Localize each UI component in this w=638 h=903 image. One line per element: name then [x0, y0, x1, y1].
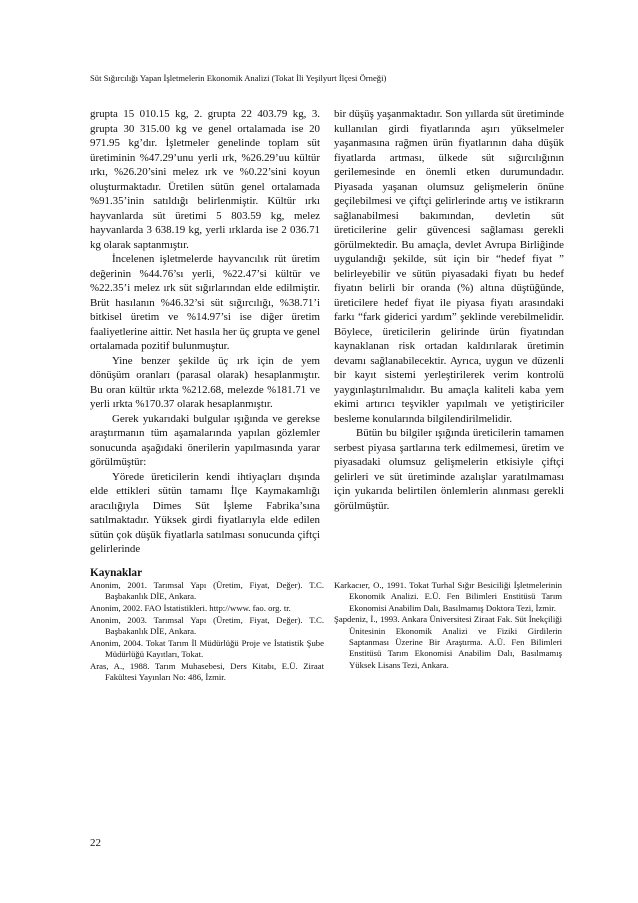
paragraph: bir düşüş yaşanmaktadır. Son yıllarda süt üretiminde kullanılan girdi fiyatlarında aşırı yükselmeler yaşanmasına rağmen ürün fiyatlarının daha düşük fiyatlarda artması, ülkede süt sığırcılığının gerilemesinde en önemli etken durumundadır. Piyasada yaşanan olumsuz gelişmelerin önüne geçilebilmesi ve çiftçi gelirlerinde artış ve istikrarın sağlanabilmesi bakımından, devletin süt üreticilerine gelir güvencesi sağlaması gerekli görülmektedir. Bu amaçla, devlet Avrupa Birliğinde uygulandığı şekilde, süt için bir “hedef fiyat ” belirleyebilir ve sütün piyasadaki fiyatı bu hedef fiyatın belirli bir oranda (%) altına düştüğünde, üreticilere hedef fiyat ile piyasa fiyatı arasındaki farkı “fark giderici yardım” şeklinde verebilmelidir. Böylece, üreticilerin gelirinde ürün fiyatından kaynaklanan risk ortadan kaldırılarak üretimin devamı sağlanabilecektir. Ayrıca, uygun ve düzenli bir kayıt sistemi yerleştirilerek verim kontrolü yaygınlaştırılmalıdır. Bu amaçla kaliteli kaba yem ekimi artırıcı teşvikler yapılmalı ve yetiştiriciler besleme konularında bilgilendirilmelidir.	[334, 108, 564, 425]
reference-entry: Şapdeniz, İ., 1993. Ankara Üniversitesi Ziraat Fak. Süt İnekçiliği Ünitesinin Ekonomik Analizi ve Fiziki Girdilerin Saptanması Üzerine Bir Araştırma. A.Ü. Fen Bilimleri Enstitüsü Tarım Ekonomisi Anabilim Dalı, Basılmamış Yüksek Lisans Tezi, Ankara.	[334, 614, 562, 670]
reference-entry: Anonim, 2001. Tarımsal Yapı (Üretim, Fiyat, Değer). T.C. Başbakanlık DİE, Ankara.	[90, 580, 324, 602]
reference-entry: Anonim, 2003. Tarımsal Yapı (Üretim, Fiyat, Değer). T.C. Başbakanlık DİE, Ankara.	[90, 614, 324, 637]
references-heading: Kaynaklar	[90, 567, 143, 579]
paragraph: grupta 15 010.15 kg, 2. grupta 22 403.79 kg, 3. grupta 30 315.00 kg ve genel ortalamada ise 20 971.95 kg’dır. İşletmeler genelinde toplam süt üretiminin %47.29’unu yerli ırk, %26.29’uu kültür ırkı, %26.20’sini melez ırk ve %0.22’sini koyun oluşturmaktadır. Üretilen sütün genel ortalamada %91.35’inin satıldığı belirlenmiştir. Kültür ırkı hayvanlarda süt üretimi 5 803.59 kg, melez hayvanlarda 3 638.19 kg, yerli ırklarda ise 2 036.71 kg olarak saptanmıştır.	[90, 108, 320, 251]
reference-entry: Anonim, 2002. FAO İstatistikleri. http://www. fao. org. tr.	[90, 603, 291, 614]
body-column-left	[90, 107, 320, 557]
paragraph: Gerek yukarıdaki bulgular ışığında ve gerekse araştırmanın tüm aşamalarında yapılan gözlemler sonucunda aşağıdaki önerilerin yapılmasında yarar görülmüştür:	[90, 412, 320, 468]
paragraph: Yine benzer şekilde üç ırk için de yem dönüşüm oranları (parasal olarak) hesaplanmıştır. Bu oran kültür ırkta %212.68, melezde %181.71 ve yerli ırkta %170.37 olarak hesaplanmıştır.	[90, 354, 320, 410]
body-column-right	[334, 107, 564, 513]
paragraph: Bütün bu bilgiler ışığında üreticilerin tamamen serbest piyasa şartlarına terk edilmemesi, üretim ve piyasadaki olumsuz gelişmelerin etkisiyle çiftçi gelirleri ve süt üretiminde azalışlar yaratılmaması için yukarıda belirtilen önlemlerin alınması gerekli görülmüştür.	[334, 427, 564, 512]
paragraph: Yörede üreticilerin kendi ihtiyaçları dışında elde ettikleri sütün tamamı İlçe Kaymakamlığı aracılığıyla Dimes Süt İşleme Fabrika’sına satılmaktadır. Yüksek girdi fiyatlarıyla elde edilen sütün çok düşük fiyatlarla satılması sonucunda çiftçi gelirlerinde	[90, 470, 320, 555]
page-number: 22	[90, 837, 101, 849]
reference-entry: Anonim, 2004. Tokat Tarım İl Müdürlüğü Proje ve İstatistik Şube Müdürlüğü Kayıtları, Tokat.	[90, 637, 324, 660]
references-list-right	[334, 580, 562, 671]
references-list-left	[90, 580, 324, 684]
paragraph: İncelenen işletmelerde hayvancılık rüt üretim değerinin %44.76’sı yerli, %22.47’si kültür ve %22.35’i melez ırk süt sığırlarından elde edilmiştir. Brüt hasılanın %46.32’si süt sığırcılığı, %38.71’i bitkisel üretim ve %14.97’si ise diğer üretim faaliyetlerine aittir. Net hasıla her üç grupta ve genel ortalamada pozitif bulunmuştur.	[90, 253, 320, 352]
reference-entry: Aras, A., 1988. Tarım Muhasebesi, Ders Kitabı, E.Ü. Ziraat Fakültesi Yayınları No: 486, İzmir.	[90, 661, 324, 683]
reference-entry: Karkacıer, O., 1991. Tokat Turhal Sığır Besiciliği İşletmelerinin Ekonomik Analizi. E.Ü. Fen Bilimleri Enstitüsü Tarım Ekonomisi Anabilim Dalı, Basılmamış Doktora Tezi, İzmir.	[334, 580, 562, 613]
running-header: Süt Sığırcılığı Yapan İşletmelerin Ekonomik Analizi (Tokat İli Yeşilyurt İlçesi Örneği)	[90, 73, 387, 83]
